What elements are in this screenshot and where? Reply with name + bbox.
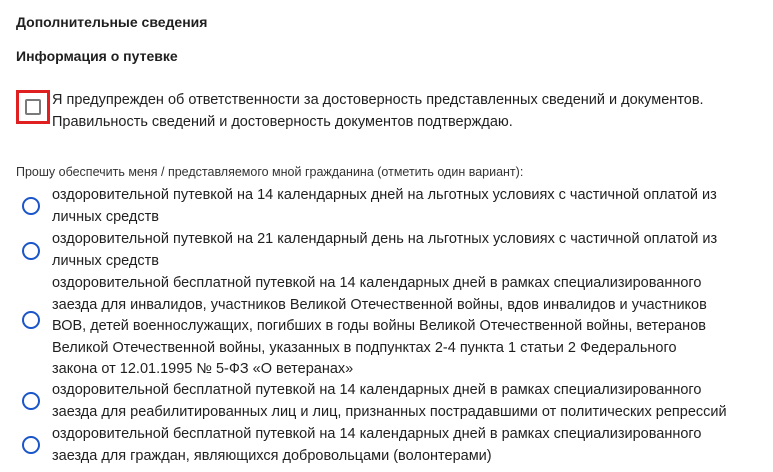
voucher-info-subtitle: Информация о путевке: [16, 48, 178, 64]
voucher-option-label-line: оздоровительной бесплатной путевкой на 14 календарных дней в рамках специализированного: [52, 426, 702, 442]
confirmation-checkbox[interactable]: [25, 99, 41, 115]
voucher-option-label-line: оздоровительной путевкой на 14 календарных дней на льготных условиях с частичной оплатой из: [52, 187, 717, 203]
voucher-option-radio[interactable]: [22, 242, 40, 260]
voucher-option-label-line: ВОВ, детей военнослужащих, погибших в годы войны Великой Отечественной войны, ветеранов: [52, 318, 706, 334]
voucher-option-label: [52, 380, 764, 423]
voucher-option-label: [52, 424, 764, 467]
voucher-choice-question: Прошу обеспечить меня / представляемого мной гражданина (отметить один вариант):: [16, 165, 524, 179]
voucher-option-label: [52, 229, 764, 272]
voucher-option-radio[interactable]: [22, 436, 40, 454]
voucher-option-label-line: заезда для реабилитированных лиц и лиц, признанных пострадавшими от политических репрессий: [52, 403, 727, 420]
voucher-option-label-line: заезда для инвалидов, участников Великой Отечественной войны, вдов инвалидов и участников: [52, 296, 707, 313]
confirmation-checkbox-highlight[interactable]: [16, 90, 50, 124]
confirmation-label-line-1: Я предупрежден об ответственности за достоверность представленных сведений и документов.: [52, 92, 704, 108]
voucher-option-label-line: личных средств: [52, 208, 159, 225]
voucher-option-label-line: личных средств: [52, 252, 159, 269]
voucher-option-radio[interactable]: [22, 311, 40, 329]
voucher-option-label-line: закона от 12.01.1995 № 5-ФЗ «О ветеранах»: [52, 361, 354, 377]
voucher-option-label-line: оздоровительной бесплатной путевкой на 14 календарных дней в рамках специализированного: [52, 275, 702, 291]
voucher-option-radio[interactable]: [22, 197, 40, 215]
voucher-option-radio[interactable]: [22, 392, 40, 410]
voucher-option-label: [52, 185, 764, 228]
voucher-option-label-line: оздоровительной путевкой на 21 календарный день на льготных условиях с частичной оплатой из: [52, 231, 718, 247]
voucher-option-label: [52, 273, 764, 381]
voucher-option-label-line: Великой Отечественной войны, указанных в подпунктах 2-4 пункта 1 статьи 2 Федерального: [52, 339, 677, 356]
confirmation-label: [52, 89, 762, 133]
voucher-option-label-line: оздоровительной бесплатной путевкой на 14 календарных дней в рамках специализированного: [52, 382, 702, 398]
voucher-option-label-line: заезда для граждан, являющихся добровольцами (волонтерами): [52, 447, 492, 464]
confirmation-label-line-2: Правильность сведений и достоверность документов подтверждаю.: [52, 114, 513, 130]
section-title: Дополнительные сведения: [16, 14, 208, 30]
